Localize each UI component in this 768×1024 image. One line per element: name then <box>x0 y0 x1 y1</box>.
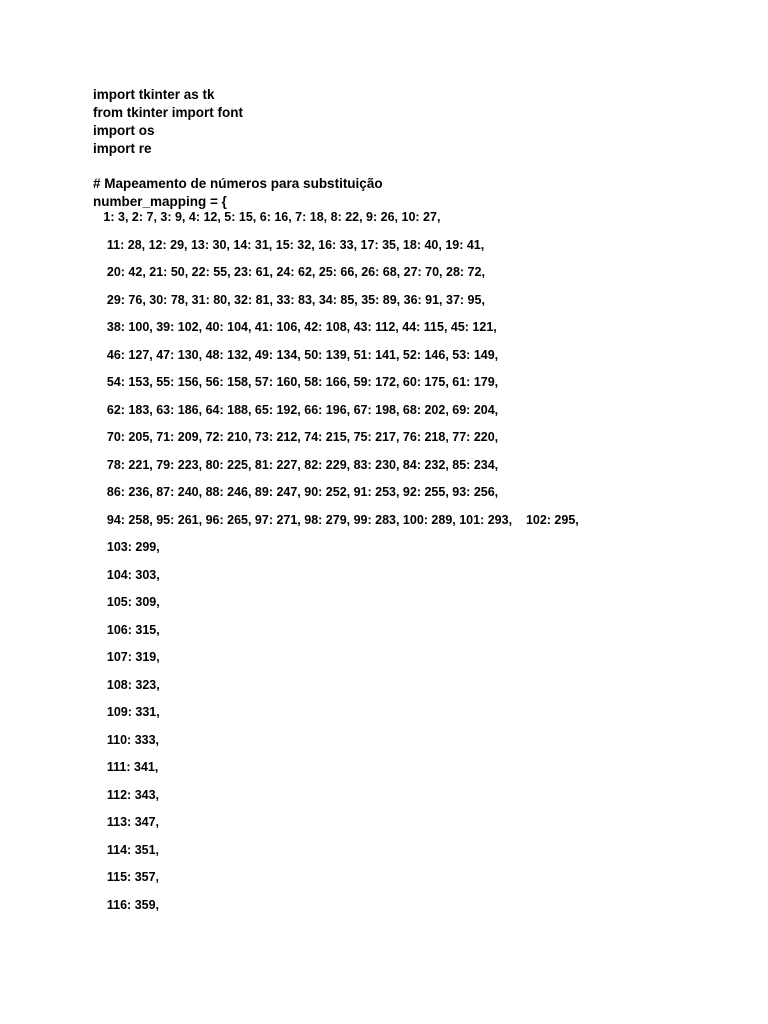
blank-line <box>93 158 383 175</box>
mapping-line: 107: 319, <box>93 650 160 664</box>
mapping-line: 103: 299, <box>93 540 160 554</box>
mapping-line: 1: 3, 2: 7, 3: 9, 4: 12, 5: 15, 6: 16, 7: 18, 8: 22, 9: 26, 10: 27, <box>93 210 441 224</box>
import-line: import os <box>93 123 155 138</box>
mapping-line: 110: 333, <box>93 732 160 747</box>
mapping-line: 112: 343, <box>93 787 160 802</box>
mapping-line: 104: 303, <box>93 567 160 582</box>
mapping-line: 46: 127, 47: 130, 48: 132, 49: 134, 50: 139, 51: 141, 52: 146, 53: 149, <box>93 347 499 362</box>
import-line: from tkinter import font <box>93 105 243 120</box>
mapping-line: 113: 347, <box>93 815 160 829</box>
code-comment: # Mapeamento de números para substituição <box>93 176 383 191</box>
mapping-declaration: number_mapping = { <box>93 194 227 209</box>
mapping-line: 70: 205, 71: 209, 72: 210, 73: 212, 74: 215, 75: 217, 76: 218, 77: 220, <box>93 430 499 444</box>
mapping-line: 115: 357, <box>93 870 160 884</box>
mapping-line: 11: 28, 12: 29, 13: 30, 14: 31, 15: 32, 16: 33, 17: 35, 18: 40, 19: 41, <box>93 237 485 252</box>
mapping-line: 20: 42, 21: 50, 22: 55, 23: 61, 24: 62, 25: 66, 26: 68, 27: 70, 28: 72, <box>93 265 485 279</box>
code-header <box>93 86 383 211</box>
mapping-line: 38: 100, 39: 102, 40: 104, 41: 106, 42: 108, 43: 112, 44: 115, 45: 121, <box>93 320 497 334</box>
import-line: import tkinter as tk <box>93 87 215 102</box>
mapping-line: 108: 323, <box>93 677 160 692</box>
mapping-line: 111: 341, <box>93 760 159 774</box>
mapping-line: 109: 331, <box>93 705 160 719</box>
mapping-line: 116: 359, <box>93 897 160 912</box>
mapping-line: 78: 221, 79: 223, 80: 225, 81: 227, 82: 229, 83: 230, 84: 232, 85: 234, <box>93 457 499 472</box>
mapping-line: 94: 258, 95: 261, 96: 265, 97: 271, 98: 279, 99: 283, 100: 289, 101: 293, 102: 295, <box>93 512 579 527</box>
mapping-line: 86: 236, 87: 240, 88: 246, 89: 247, 90: 252, 91: 253, 92: 255, 93: 256, <box>93 485 499 499</box>
mapping-line: 29: 76, 30: 78, 31: 80, 32: 81, 33: 83, 34: 85, 35: 89, 36: 91, 37: 95, <box>93 292 485 307</box>
mapping-line: 54: 153, 55: 156, 56: 158, 57: 160, 58: 166, 59: 172, 60: 175, 61: 179, <box>93 375 499 389</box>
mapping-line: 106: 315, <box>93 622 160 637</box>
import-line: import re <box>93 141 152 156</box>
mapping-line: 105: 309, <box>93 595 160 609</box>
mapping-line: 114: 351, <box>93 842 160 857</box>
mapping-line: 62: 183, 63: 186, 64: 188, 65: 192, 66: 196, 67: 198, 68: 202, 69: 204, <box>93 402 499 417</box>
